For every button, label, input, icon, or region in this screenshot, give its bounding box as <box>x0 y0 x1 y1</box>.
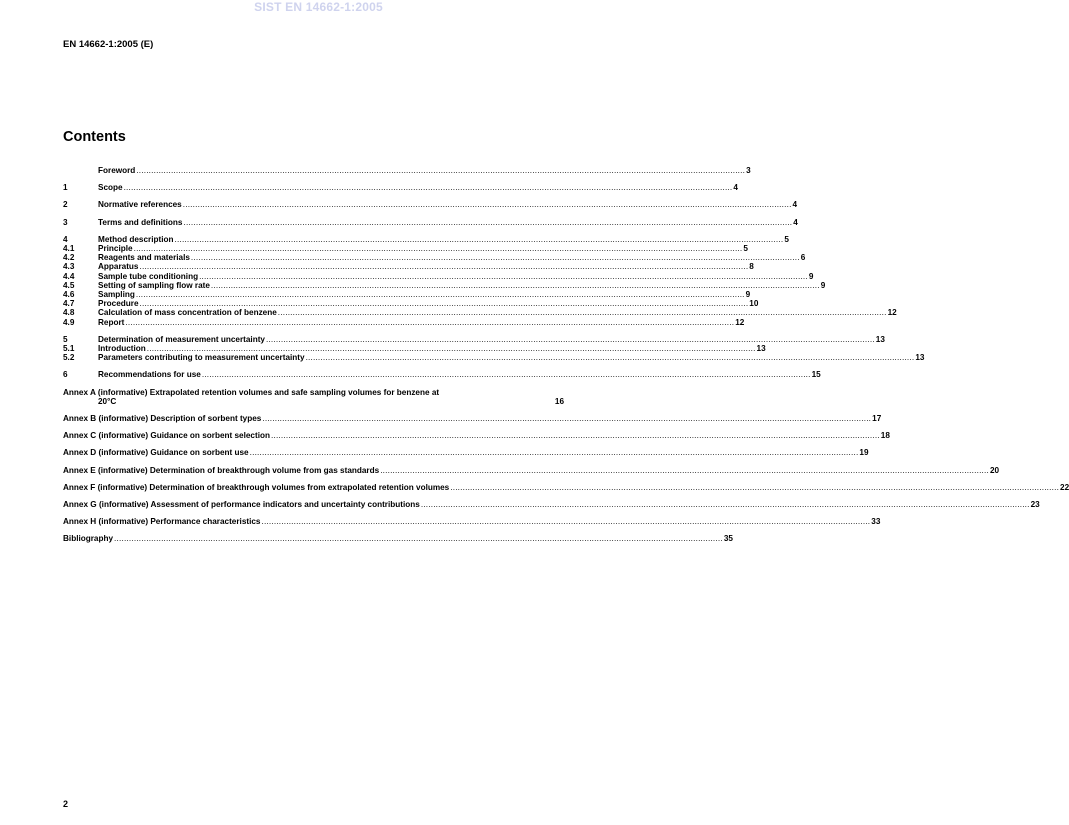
toc-leader-dots <box>191 253 800 262</box>
toc-leader-dots <box>266 335 875 344</box>
toc-entry-page: 9 <box>820 280 826 290</box>
toc-entry-number: 4.4 <box>63 271 75 281</box>
toc-entry[interactable] <box>63 431 890 441</box>
toc-entry-label: Annex E (informative) Determination of breakthrough volume from gas standards <box>63 465 380 475</box>
toc-entry-page: 3 <box>746 166 751 175</box>
toc-entry[interactable] <box>63 414 882 424</box>
toc-entry[interactable] <box>63 534 733 544</box>
toc-leader-dots <box>147 344 756 353</box>
toc-entry-label: Parameters contributing to measurement uncertainty <box>98 353 305 363</box>
toc-entry-page: 4 <box>793 217 798 227</box>
toc-entry-label: Setting of sampling flow rate <box>98 280 210 290</box>
toc-entry[interactable] <box>63 262 754 272</box>
toc-leader-dots <box>125 318 734 327</box>
toc-entry[interactable] <box>63 200 798 210</box>
toc-entry[interactable] <box>63 183 738 193</box>
toc-entry-number: 5.1 <box>63 344 75 354</box>
toc-entry[interactable] <box>63 166 751 175</box>
toc-leader-dots <box>202 370 811 379</box>
toc-leader-dots <box>250 448 859 457</box>
toc-entry-number: 4 <box>63 234 68 244</box>
toc-entry-page: 5 <box>784 234 789 244</box>
page-number: 2 <box>63 799 69 809</box>
toc-entry-label: Bibliography <box>63 534 114 544</box>
toc-leader-dots <box>136 290 745 299</box>
toc-entry-label: Method description <box>98 234 174 244</box>
toc-leader-dots <box>140 299 749 308</box>
toc-entry-number: 4.7 <box>63 299 75 309</box>
toc-entry-page: 17 <box>872 414 882 424</box>
toc-entry-number: 4.3 <box>63 262 75 272</box>
toc-entry-page: 16 <box>554 396 564 406</box>
toc-leader-dots <box>271 431 880 440</box>
toc-entry-label: Principle <box>98 244 133 254</box>
toc-entry-number: 4.2 <box>63 253 75 263</box>
toc-entry-label: Annex H (informative) Performance characteristics <box>63 517 261 527</box>
toc-entry-label: Calculation of mass concentration of benzene <box>98 308 277 318</box>
toc-entry[interactable] <box>63 500 1040 510</box>
toc-leader-dots <box>114 534 723 543</box>
toc-entry-label: Normative references <box>98 200 182 210</box>
toc-leader-dots <box>262 414 871 423</box>
toc-entry-page: 9 <box>745 290 751 300</box>
toc-entry-number: 4.1 <box>63 244 75 254</box>
page-title: Contents <box>63 129 126 145</box>
toc-leader-dots <box>175 235 784 244</box>
toc-entry-number: 4.6 <box>63 290 75 300</box>
toc-entry-label: Report <box>98 317 125 327</box>
toc-entry-page: 19 <box>859 448 869 458</box>
toc-entry-label: Terms and definitions <box>98 217 183 227</box>
toc-entry-page: 9 <box>808 271 814 281</box>
toc-entry[interactable] <box>63 308 897 318</box>
toc-entry-number: 4.9 <box>63 317 75 327</box>
toc-leader-dots <box>124 183 733 192</box>
document-id: EN 14662-1:2005 (E) <box>63 39 154 50</box>
toc-entry-label: Apparatus <box>98 262 139 272</box>
toc-entry-page: 13 <box>875 334 885 344</box>
toc-leader-dots <box>421 500 1030 509</box>
toc-leader-dots <box>211 281 820 290</box>
toc-leader-dots <box>183 218 792 227</box>
toc-entry-label: Introduction <box>98 344 146 354</box>
toc-entry-number: 1 <box>63 183 68 193</box>
toc-entry-page: 10 <box>749 299 759 309</box>
table-of-contents <box>63 166 1069 544</box>
toc-leader-dots <box>278 308 887 317</box>
toc-entry-label: Annex D (informative) Guidance on sorbent use <box>63 448 249 458</box>
toc-main-entries <box>63 166 925 380</box>
toc-leader-dots <box>183 200 792 209</box>
toc-entry-label-continued: 20°C <box>98 396 117 406</box>
toc-entry-page: 20 <box>989 465 1000 475</box>
toc-entry[interactable] <box>63 317 745 327</box>
toc-entry-number: 4.8 <box>63 308 75 318</box>
watermark: SIST EN 14662-1:2005 <box>254 0 383 14</box>
toc-entry-label: Sampling <box>98 290 135 300</box>
toc-entry-number: 4.5 <box>63 280 75 290</box>
toc-entry[interactable] <box>63 517 881 527</box>
toc-entry[interactable] <box>63 290 751 300</box>
toc-entry[interactable] <box>63 234 789 244</box>
toc-entry-number: 2 <box>63 200 68 210</box>
toc-entry-page: 15 <box>811 370 821 380</box>
toc-entry[interactable] <box>63 482 1069 492</box>
toc-entry-label: Sample tube conditioning <box>98 271 199 281</box>
toc-entry-label: Determination of measurement uncertainty <box>98 334 265 344</box>
toc-entry[interactable] <box>63 217 798 227</box>
toc-entry-page: 5 <box>743 244 748 254</box>
toc-entry-page: 35 <box>723 534 733 544</box>
toc-entry-page: 4 <box>792 200 798 210</box>
toc-entry-label: Annex F (informative) Determination of breakthrough volumes from extrapolated retention volumes <box>63 482 450 492</box>
toc-entry[interactable] <box>63 253 806 263</box>
toc-entry-page: 6 <box>800 253 806 263</box>
toc-entry-label: Annex G (informative) Assessment of performance indicators and uncertainty contributions <box>63 500 420 510</box>
toc-leader-dots <box>136 166 745 175</box>
toc-entry-page: 13 <box>756 344 766 354</box>
toc-entry-annex-a[interactable] <box>63 388 564 406</box>
toc-leader-dots <box>450 483 1059 492</box>
toc-entry-number: 3 <box>63 217 68 227</box>
toc-entry[interactable] <box>63 344 766 354</box>
toc-entry-number: 6 <box>63 370 68 380</box>
toc-entry-label: Annex C (informative) Guidance on sorbent selection <box>63 431 270 441</box>
toc-entry-page: 23 <box>1030 500 1040 510</box>
toc-entry-label: Procedure <box>98 299 139 309</box>
toc-entry-label: Annex A (informative) Extrapolated retention volumes and safe sampling volumes for benzene at <box>63 387 440 397</box>
toc-entry[interactable] <box>63 334 885 344</box>
toc-leader-dots <box>134 244 743 253</box>
toc-entry[interactable] <box>63 280 826 290</box>
toc-leader-dots <box>199 272 808 281</box>
toc-leader-dots <box>140 262 749 271</box>
toc-entry-number: 5 <box>63 334 68 344</box>
toc-entry[interactable] <box>63 244 748 254</box>
toc-entry-page: 13 <box>915 353 925 363</box>
toc-entry[interactable] <box>63 353 925 363</box>
toc-entry-label: Annex B (informative) Description of sorbent types <box>63 414 262 424</box>
toc-entry-label: Reagents and materials <box>98 253 190 263</box>
toc-entry-page: 12 <box>887 308 897 318</box>
toc-annex-entries <box>63 414 1069 544</box>
toc-entry[interactable] <box>63 465 1000 475</box>
toc-entry-page: 18 <box>880 431 890 441</box>
toc-entry-label: Recommendations for use <box>98 370 201 380</box>
toc-entry-label: Foreword <box>98 166 136 175</box>
toc-entry[interactable] <box>63 370 821 380</box>
toc-leader-dots <box>380 466 989 475</box>
toc-entry-page: 12 <box>735 317 745 327</box>
toc-entry-page: 22 <box>1060 482 1069 492</box>
toc-leader-dots <box>261 517 870 526</box>
toc-leader-dots <box>306 353 915 362</box>
toc-entry-number: 5.2 <box>63 353 75 363</box>
toc-entry[interactable] <box>63 299 759 309</box>
toc-entry-page: 33 <box>871 517 881 527</box>
toc-entry[interactable] <box>63 271 814 281</box>
toc-entry-label: Scope <box>98 183 123 193</box>
toc-entry-page: 4 <box>733 183 738 193</box>
toc-entry[interactable] <box>63 448 869 458</box>
toc-entry-page: 8 <box>749 262 754 272</box>
